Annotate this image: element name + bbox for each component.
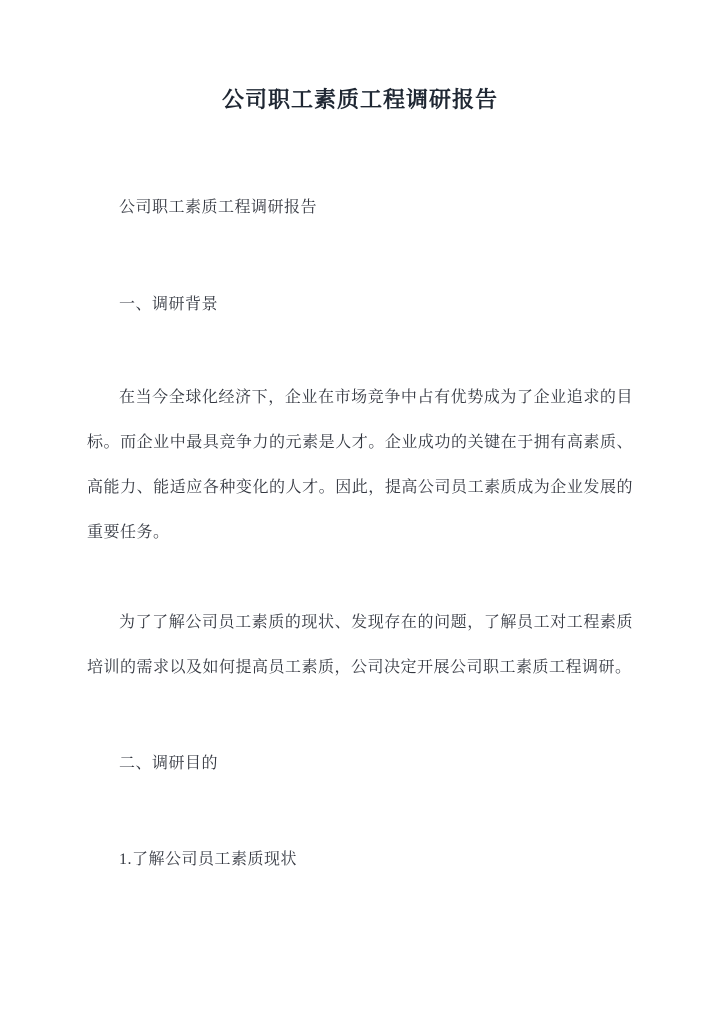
paragraph-background-1: 在当今全球化经济下，企业在市场竞争中占有优势成为了企业追求的目标。而企业中最具竞争力的元素是人才。企业成功的关键在于拥有高素质、高能力、能适应各种变化的人才。因此，提高公司员工素质成为企业发展的重要任务。 [87, 389, 633, 541]
paragraph-background-2: 为了了解公司员工素质的现状、发现存在的问题，了解员工对工程素质培训的需求以及如何提高员工素质，公司决定开展公司职工素质工程调研。 [87, 614, 633, 676]
document-subtitle: 公司职工素质工程调研报告 [119, 199, 318, 216]
section-heading-purpose: 二、调研目的 [119, 755, 219, 772]
section-heading-background: 一、调研背景 [119, 296, 219, 313]
document-title: 公司职工素质工程调研报告 [221, 87, 498, 112]
list-item-purpose-1: 1.了解公司员工素质现状 [119, 851, 298, 868]
